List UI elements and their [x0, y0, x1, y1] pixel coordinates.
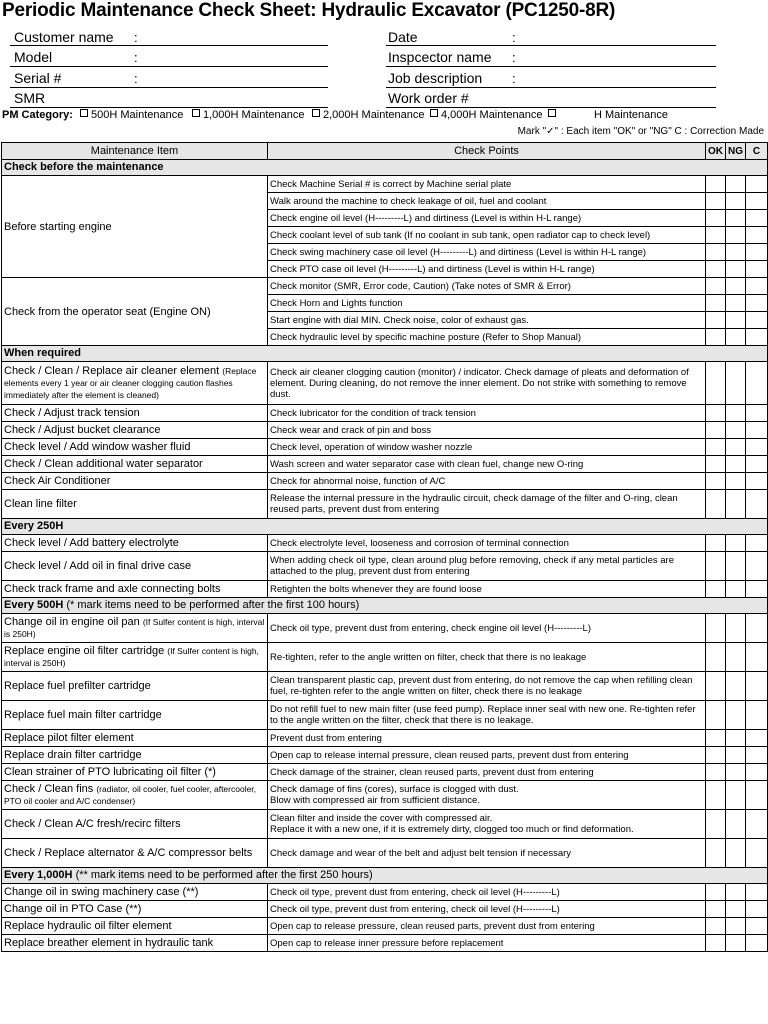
maintenance-item-note: (If Sulfer content is high, interval is 250H): [4, 646, 259, 668]
table-row: [2, 884, 768, 901]
check-cell-ok[interactable]: [706, 176, 726, 193]
maintenance-item: [2, 456, 268, 473]
maintenance-item-text: Clean strainer of PTO lubricating oil filter (*): [4, 766, 216, 778]
column-header-ok: OK: [706, 143, 726, 160]
check-cell-ng[interactable]: [726, 535, 746, 552]
section-header: [2, 519, 768, 535]
maintenance-item-text: Replace pilot filter element: [4, 732, 134, 744]
maintenance-item: [2, 730, 268, 747]
check-point: Check PTO case oil level (H---------L) and dirtiness (Level is within H-L range): [268, 261, 706, 278]
checkbox-icon[interactable]: [312, 109, 320, 117]
table-row: [2, 810, 768, 839]
maintenance-item: [2, 643, 268, 672]
check-cell-c[interactable]: [746, 552, 768, 581]
maintenance-item: [2, 701, 268, 730]
check-cell-ok[interactable]: [706, 329, 726, 346]
check-point: Check damage and wear of the belt and adjust belt tension if necessary: [268, 839, 706, 868]
check-point: Check engine oil level (H---------L) and dirtiness (Level is within H-L range): [268, 210, 706, 227]
table-row: [2, 918, 768, 935]
check-cell-ng[interactable]: [726, 329, 746, 346]
table-row: [2, 730, 768, 747]
serial-field[interactable]: [10, 87, 328, 88]
table-row: [2, 643, 768, 672]
check-cell-ng[interactable]: [726, 227, 746, 244]
check-point: Prevent dust from entering: [268, 730, 706, 747]
maintenance-item-text: Check level / Add window washer fluid: [4, 441, 191, 453]
check-cell-ng[interactable]: [726, 176, 746, 193]
check-point: Walk around the machine to check leakage of oil, fuel and coolant: [268, 193, 706, 210]
check-cell-ng[interactable]: [726, 244, 746, 261]
check-cell-c[interactable]: [746, 422, 768, 439]
table-row: [2, 405, 768, 422]
maintenance-item-note: (radiator, oil cooler, fuel cooler, aftercooler, PTO oil cooler and A/C condenser): [4, 784, 257, 806]
pm-option-500h[interactable]: 500H Maintenance: [80, 109, 183, 121]
check-point: Check oil type, prevent dust from entering, check engine oil level (H---------L): [268, 614, 706, 643]
check-point: Clean transparent plastic cap, prevent dust from entering, do not remove the cap when refilling clean fuel, re-tighten refer to the angle written on filter, check there is no leakage: [268, 672, 706, 701]
check-cell-c[interactable]: [746, 764, 768, 781]
column-header-ng: NG: [726, 143, 746, 160]
check-cell-ng[interactable]: [726, 405, 746, 422]
check-cell-c[interactable]: [746, 614, 768, 643]
check-table-body: [2, 160, 768, 952]
check-cell-ng[interactable]: [726, 747, 746, 764]
maintenance-item-text: Check level / Add oil in final drive case: [4, 560, 192, 572]
maintenance-item: [2, 781, 268, 810]
check-cell-ok[interactable]: [706, 193, 726, 210]
check-point: Open cap to release pressure, clean reused parts, prevent dust from entering: [268, 918, 706, 935]
check-cell-c[interactable]: [746, 312, 768, 329]
maintenance-item: [2, 614, 268, 643]
check-cell-c[interactable]: [746, 884, 768, 901]
table-row: [2, 473, 768, 490]
pm-option-2000h[interactable]: 2,000H Maintenance: [312, 109, 425, 121]
table-row: [2, 839, 768, 868]
maintenance-item: [2, 176, 268, 278]
check-cell-ng[interactable]: [726, 884, 746, 901]
check-cell-ng[interactable]: [726, 456, 746, 473]
maintenance-item: [2, 672, 268, 701]
checkbox-icon[interactable]: [80, 109, 88, 117]
section-title-text: When required: [4, 347, 82, 359]
column-header-points: Check Points: [268, 143, 706, 160]
maintenance-item-text: Check / Replace alternator & A/C compressor belts: [4, 847, 253, 859]
check-cell-ok[interactable]: [706, 456, 726, 473]
table-row: [2, 439, 768, 456]
maintenance-item-text: Replace hydraulic oil filter element: [4, 920, 172, 932]
check-point: When adding check oil type, clean around plug before removing, check if any metal particles are attached to the plug, prevent dust from entering: [268, 552, 706, 581]
check-cell-c[interactable]: [746, 701, 768, 730]
checkbox-icon[interactable]: [430, 109, 438, 117]
maintenance-item: [2, 935, 268, 952]
pm-option-custom[interactable]: [548, 109, 559, 121]
check-point: Check oil type, prevent dust from entering, check oil level (H---------L): [268, 884, 706, 901]
maintenance-item: [2, 747, 268, 764]
check-cell-ok[interactable]: [706, 672, 726, 701]
inspector-name-colon: :: [512, 50, 516, 65]
check-cell-ok[interactable]: [706, 227, 726, 244]
check-cell-ok[interactable]: [706, 701, 726, 730]
section-title-text: Every 500H: [4, 599, 64, 611]
check-cell-c[interactable]: [746, 535, 768, 552]
section-header: [2, 160, 768, 176]
check-point: Check Horn and Lights function: [268, 295, 706, 312]
maintenance-item: [2, 918, 268, 935]
check-point: Start engine with dial MIN. Check noise, color of exhaust gas.: [268, 312, 706, 329]
date-label: Date: [388, 29, 418, 45]
maintenance-item: [2, 439, 268, 456]
pm-option-custom-label: H Maintenance: [594, 109, 668, 121]
check-cell-ng[interactable]: [726, 552, 746, 581]
check-cell-ok[interactable]: [706, 312, 726, 329]
check-cell-c[interactable]: [746, 581, 768, 598]
maintenance-item: [2, 581, 268, 598]
check-point: Check coolant level of sub tank (If no coolant in sub tank, open radiator cap to check level): [268, 227, 706, 244]
check-cell-ng[interactable]: [726, 901, 746, 918]
maintenance-item-text: Check / Clean A/C fresh/recirc filters: [4, 818, 181, 830]
check-cell-ok[interactable]: [706, 278, 726, 295]
section-title-text: Check before the maintenance: [4, 161, 164, 173]
maintenance-item: [2, 535, 268, 552]
check-cell-ng[interactable]: [726, 439, 746, 456]
check-cell-ok[interactable]: [706, 295, 726, 312]
check-cell-ok[interactable]: [706, 439, 726, 456]
section-title: [2, 160, 768, 176]
checkbox-icon[interactable]: [192, 109, 200, 117]
check-cell-ng[interactable]: [726, 614, 746, 643]
pm-option-4000h[interactable]: 4,000H Maintenance: [430, 109, 543, 121]
check-cell-ng[interactable]: [726, 422, 746, 439]
maintenance-item-text: Check / Clean additional water separator: [4, 458, 203, 470]
check-point: Check hydraulic level by specific machine posture (Refer to Shop Manual): [268, 329, 706, 346]
check-point: Clean filter and inside the cover with compressed air. Replace it with a new one, if it is extremely dirty, clogged too much or find deformation.: [268, 810, 706, 839]
maintenance-item-text: Change oil in PTO Case (**): [4, 903, 142, 915]
maintenance-item-text: Replace drain filter cartridge: [4, 749, 142, 761]
check-point: Check air cleaner clogging caution (monitor) / indicator. Check damage of pleats and deformation of element. During cleaning, do not remove the inner element. Do not strike with something to remove dust.: [268, 362, 706, 405]
pm-option-1000h[interactable]: 1,000H Maintenance: [192, 109, 305, 121]
job-description-colon: :: [512, 71, 516, 86]
check-cell-ng[interactable]: [726, 473, 746, 490]
check-cell-ng[interactable]: [726, 581, 746, 598]
inspector-name-field[interactable]: [386, 66, 716, 67]
check-cell-c[interactable]: [746, 362, 768, 405]
section-title: [2, 346, 768, 362]
check-cell-ok[interactable]: [706, 747, 726, 764]
check-point: Do not refill fuel to new main filter (use feed pump). Replace inner seal with new one. Re-tighten refer to the angle written on the filter, check that there is no leakage.: [268, 701, 706, 730]
table-row: [2, 781, 768, 810]
check-cell-ok[interactable]: [706, 935, 726, 952]
check-cell-ok[interactable]: [706, 490, 726, 519]
check-cell-ok[interactable]: [706, 643, 726, 672]
check-cell-ok[interactable]: [706, 244, 726, 261]
section-title: [2, 598, 768, 614]
section-header: [2, 868, 768, 884]
maintenance-item: [2, 422, 268, 439]
check-point: Check for abnormal noise, function of A/C: [268, 473, 706, 490]
check-cell-c[interactable]: [746, 730, 768, 747]
check-cell-c[interactable]: [746, 210, 768, 227]
check-cell-ok[interactable]: [706, 581, 726, 598]
check-cell-c[interactable]: [746, 810, 768, 839]
table-row: [2, 552, 768, 581]
table-row: [2, 672, 768, 701]
serial-label: Serial #: [14, 70, 62, 86]
maintenance-item: [2, 405, 268, 422]
check-point: Wash screen and water separator case with clean fuel, change new O-ring: [268, 456, 706, 473]
work-order-label: Work order #: [388, 90, 469, 106]
check-cell-c[interactable]: [746, 643, 768, 672]
check-point: Release the internal pressure in the hydraulic circuit, check damage of the filter and O-ring, clean reused parts, prevent dust from entering: [268, 490, 706, 519]
check-point: Check monitor (SMR, Error code, Caution) (Take notes of SMR & Error): [268, 278, 706, 295]
customer-name-field[interactable]: [10, 45, 328, 46]
table-row: [2, 490, 768, 519]
check-cell-ok[interactable]: [706, 918, 726, 935]
check-cell-ok[interactable]: [706, 362, 726, 405]
maintenance-item: [2, 810, 268, 839]
check-cell-ok[interactable]: [706, 764, 726, 781]
section-header: [2, 598, 768, 614]
check-point: Re-tighten, refer to the angle written on filter, check that there is no leakage: [268, 643, 706, 672]
check-cell-ok[interactable]: [706, 810, 726, 839]
check-cell-c[interactable]: [746, 261, 768, 278]
table-row: [2, 535, 768, 552]
check-cell-c[interactable]: [746, 405, 768, 422]
check-cell-ng[interactable]: [726, 643, 746, 672]
table-row: [2, 456, 768, 473]
maintenance-item: [2, 884, 268, 901]
maintenance-item-text: Replace engine oil filter cartridge: [4, 645, 165, 657]
table-row: [2, 764, 768, 781]
check-cell-ng[interactable]: [726, 839, 746, 868]
check-cell-ng[interactable]: [726, 362, 746, 405]
work-order-field[interactable]: [386, 107, 716, 108]
maintenance-item: [2, 362, 268, 405]
check-cell-ng[interactable]: [726, 781, 746, 810]
check-point: Check level, operation of window washer nozzle: [268, 439, 706, 456]
section-title: [2, 868, 768, 884]
maintenance-item-text: Check / Clean / Replace air cleaner element: [4, 365, 220, 377]
inspector-name-label: Inspcector name: [388, 49, 492, 65]
check-cell-c[interactable]: [746, 295, 768, 312]
check-cell-c[interactable]: [746, 329, 768, 346]
maintenance-item-text: Before starting engine: [4, 220, 112, 233]
table-row: [2, 581, 768, 598]
page-title: Periodic Maintenance Check Sheet: Hydraulic Excavator (PC1250-8R): [2, 0, 616, 21]
serial-colon: :: [134, 71, 138, 86]
check-cell-c[interactable]: [746, 439, 768, 456]
model-colon: :: [134, 50, 138, 65]
table-row: [2, 701, 768, 730]
section-title-text: Every 1,000H: [4, 869, 73, 881]
maintenance-item-text: Change oil in swing machinery case (**): [4, 886, 199, 898]
maintenance-item-text: Check Air Conditioner: [4, 475, 111, 487]
table-row: [2, 935, 768, 952]
maintenance-item: [2, 552, 268, 581]
table-row: [2, 901, 768, 918]
check-cell-c[interactable]: [746, 456, 768, 473]
check-cell-ng[interactable]: [726, 672, 746, 701]
maintenance-item-text: Check / Adjust bucket clearance: [4, 424, 161, 436]
date-field[interactable]: [386, 45, 716, 46]
section-note: (** mark items need to be performed after the first 250 hours): [75, 869, 373, 881]
table-row: [2, 176, 768, 193]
maintenance-item-note: (If Sulfer content is high, interval is 250H): [4, 617, 265, 639]
check-cell-c[interactable]: [746, 193, 768, 210]
mark-legend: Mark "✓" : Each item "OK" or "NG" C : Correction Made: [517, 126, 764, 137]
customer-name-label: Customer name: [14, 29, 114, 45]
maintenance-item: [2, 901, 268, 918]
check-cell-ok[interactable]: [706, 901, 726, 918]
maintenance-item-text: Replace fuel main filter cartridge: [4, 709, 162, 721]
check-cell-ng[interactable]: [726, 701, 746, 730]
check-cell-ok[interactable]: [706, 422, 726, 439]
smr-label: SMR: [14, 90, 46, 106]
check-point: Check electrolyte level, looseness and corrosion of terminal connection: [268, 535, 706, 552]
check-cell-ng[interactable]: [726, 918, 746, 935]
check-cell-ok[interactable]: [706, 473, 726, 490]
maintenance-item-note: (Replace elements every 1 year or air cleaner clogging caution flashes immediately after the element is cleaned): [4, 366, 257, 400]
check-cell-c[interactable]: [746, 227, 768, 244]
check-cell-c[interactable]: [746, 918, 768, 935]
section-header: [2, 346, 768, 362]
check-cell-ng[interactable]: [726, 278, 746, 295]
check-cell-c[interactable]: [746, 901, 768, 918]
check-cell-c[interactable]: [746, 278, 768, 295]
check-cell-ng[interactable]: [726, 193, 746, 210]
maintenance-item-text: Clean line filter: [4, 498, 77, 510]
check-cell-c[interactable]: [746, 781, 768, 810]
table-row: [2, 278, 768, 295]
model-label: Model: [14, 49, 53, 65]
check-cell-ng[interactable]: [726, 312, 746, 329]
check-cell-ok[interactable]: [706, 405, 726, 422]
check-cell-ok[interactable]: [706, 261, 726, 278]
check-cell-ok[interactable]: [706, 552, 726, 581]
check-cell-c[interactable]: [746, 747, 768, 764]
check-cell-ng[interactable]: [726, 295, 746, 312]
check-point: Open cap to release inner pressure before replacement: [268, 935, 706, 952]
check-cell-ok[interactable]: [706, 781, 726, 810]
table-row: [2, 747, 768, 764]
maintenance-item-text: Check / Adjust track tension: [4, 407, 140, 419]
check-cell-c[interactable]: [746, 176, 768, 193]
maintenance-item: [2, 839, 268, 868]
checkbox-icon[interactable]: [548, 109, 556, 117]
check-cell-ng[interactable]: [726, 810, 746, 839]
check-cell-c[interactable]: [746, 672, 768, 701]
maintenance-item-text: Check / Clean fins: [4, 783, 94, 795]
check-point: Check lubricator for the condition of track tension: [268, 405, 706, 422]
check-cell-c[interactable]: [746, 935, 768, 952]
customer-name-colon: :: [134, 30, 138, 45]
date-colon: :: [512, 30, 516, 45]
check-cell-c[interactable]: [746, 839, 768, 868]
section-title-text: Every 250H: [4, 520, 64, 532]
table-row: [2, 422, 768, 439]
maintenance-item: [2, 278, 268, 346]
section-note: (* mark items need to be performed after the first 100 hours): [66, 599, 360, 611]
check-cell-ok[interactable]: [706, 535, 726, 552]
check-cell-ng[interactable]: [726, 210, 746, 227]
job-description-field[interactable]: [386, 87, 716, 88]
maintenance-item-text: Check from the operator seat (Engine ON): [4, 305, 211, 318]
model-field[interactable]: [10, 66, 328, 67]
check-cell-ok[interactable]: [706, 614, 726, 643]
check-cell-ng[interactable]: [726, 764, 746, 781]
check-cell-ok[interactable]: [706, 730, 726, 747]
column-header-item: Maintenance Item: [2, 143, 268, 160]
check-cell-ok[interactable]: [706, 210, 726, 227]
check-cell-ok[interactable]: [706, 839, 726, 868]
check-point: Retighten the bolts whenever they are found loose: [268, 581, 706, 598]
maintenance-item: [2, 490, 268, 519]
maintenance-item: [2, 764, 268, 781]
pm-category-label: PM Category:: [2, 109, 73, 121]
check-point: Check damage of fins (cores), surface is clogged with dust. Blow with compressed air from sufficient distance.: [268, 781, 706, 810]
check-point: Check wear and crack of pin and boss: [268, 422, 706, 439]
check-table: [1, 142, 768, 952]
check-cell-ok[interactable]: [706, 884, 726, 901]
check-cell-c[interactable]: [746, 244, 768, 261]
smr-field[interactable]: [10, 107, 328, 108]
check-point: Open cap to release internal pressure, clean reused parts, prevent dust from entering: [268, 747, 706, 764]
job-description-label: Job description: [388, 70, 483, 86]
check-cell-ng[interactable]: [726, 935, 746, 952]
maintenance-item-text: Replace breather element in hydraulic tank: [4, 937, 214, 949]
check-point: Check oil type, prevent dust from entering, check oil level (H---------L): [268, 901, 706, 918]
table-row: [2, 362, 768, 405]
check-cell-ng[interactable]: [726, 730, 746, 747]
check-point: Check swing machinery case oil level (H---------L) and dirtiness (Level is within H-L range): [268, 244, 706, 261]
check-point: Check Machine Serial # is correct by Machine serial plate: [268, 176, 706, 193]
check-cell-ng[interactable]: [726, 261, 746, 278]
check-point: Check damage of the strainer, clean reused parts, prevent dust from entering: [268, 764, 706, 781]
check-cell-ng[interactable]: [726, 490, 746, 519]
table-row: [2, 614, 768, 643]
check-cell-c[interactable]: [746, 490, 768, 519]
section-title: [2, 519, 768, 535]
check-cell-c[interactable]: [746, 473, 768, 490]
maintenance-item-text: Check track frame and axle connecting bolts: [4, 583, 221, 595]
maintenance-item: [2, 473, 268, 490]
maintenance-item-text: Change oil in engine oil pan: [4, 616, 140, 628]
maintenance-item-text: Check level / Add battery electrolyte: [4, 537, 179, 549]
column-header-c: C: [746, 143, 768, 160]
maintenance-item-text: Replace fuel prefilter cartridge: [4, 680, 151, 692]
